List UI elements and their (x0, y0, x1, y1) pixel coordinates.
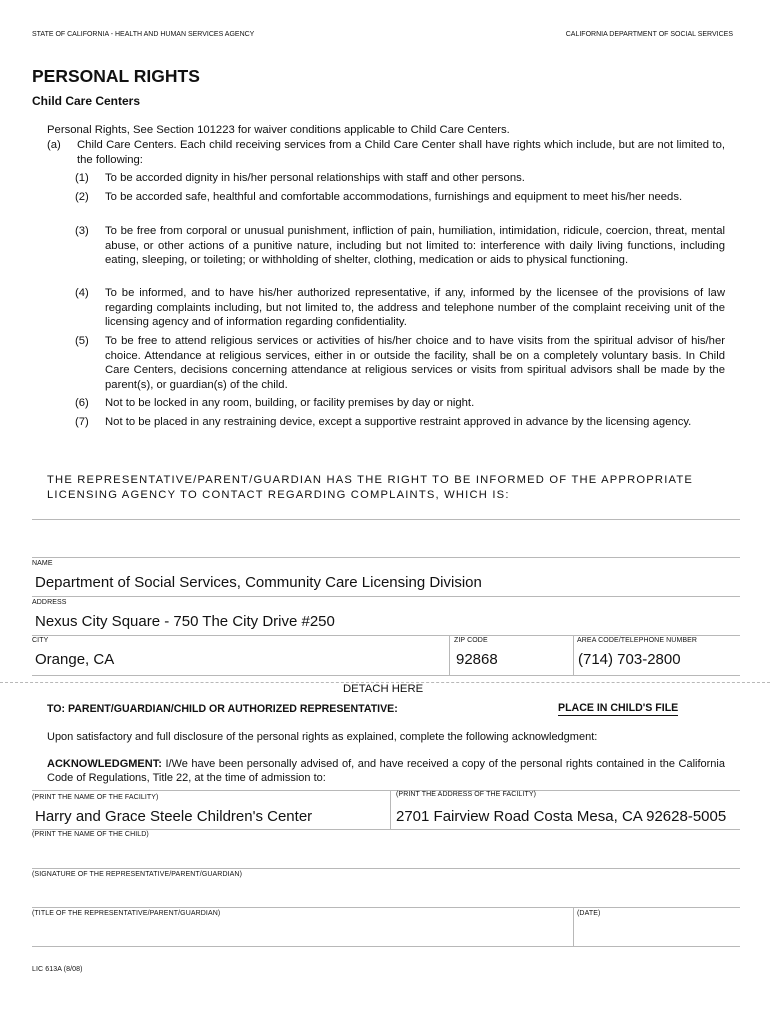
right-text: To be free to attend religious services or activities of his/her choice and to have visits from the spiritual advisor of his/her choice. Attendance at religious services, either in or outside the facility, shall be on a completely voluntary basis. In Child Care Centers, decisions concerning attendance at religious services or visits from spiritual advisors shall be made by the parent(s), or guardian(s) of the child. (105, 335, 725, 391)
facility-name-label: (PRINT THE NAME OF THE FACILITY) (32, 794, 159, 801)
right-number: (6) (75, 397, 89, 409)
section-a-text: Child Care Centers. Each child receiving services from a Child Care Center shall have rights which include, but are not limited to, the following: (77, 139, 725, 166)
right-number: (1) (75, 172, 89, 184)
divider (32, 675, 740, 676)
facility-address-label: (PRINT THE ADDRESS OF THE FACILITY) (396, 791, 537, 798)
recipient-line: TO: PARENT/GUARDIAN/CHILD OR AUTHORIZED REPRESENTATIVE: (47, 703, 398, 715)
right-text: To be informed, and to have his/her authorized representative, if any, informed by the licensee of the provisions of law regarding complaints including, but not limited to, the address and telephone number of the complaint receiving unit of the licensing agency and of information regarding confidentiality. (105, 287, 725, 329)
right-item (75, 334, 725, 392)
page-title: PERSONAL RIGHTS (32, 66, 200, 86)
agency-city-label: CITY (32, 637, 49, 644)
agency-phone-label: AREA CODE/TELEPHONE NUMBER (577, 637, 698, 644)
agency-city-field[interactable]: Orange, CA (35, 651, 115, 668)
right-number: (7) (75, 416, 89, 428)
date-label: (DATE) (577, 910, 601, 917)
right-text: Not to be locked in any room, building, or facility premises by day or night. (105, 397, 475, 409)
agency-address-label: ADDRESS (32, 599, 67, 606)
agency-phone-field[interactable]: (714) 703-2800 (578, 651, 681, 668)
facility-name-field[interactable]: Harry and Grace Steele Children's Center (35, 808, 313, 825)
divider (32, 635, 740, 636)
facility-address-field[interactable]: 2701 Fairview Road Costa Mesa, CA 92628-5005 (396, 808, 727, 825)
agency-name-label: NAME (32, 560, 53, 567)
date-field[interactable] (577, 921, 737, 943)
detach-label: DETACH HERE (343, 683, 424, 695)
agency-address-field[interactable]: Nexus City Square - 750 The City Drive #250 (35, 613, 335, 630)
divider (32, 557, 740, 558)
agency-zip-field[interactable]: 92868 (456, 651, 498, 668)
divider (573, 907, 574, 947)
signature-label: (SIGNATURE OF THE REPRESENTATIVE/PARENT/GUARDIAN) (32, 871, 242, 878)
right-item (75, 396, 725, 411)
divider (390, 790, 391, 830)
right-item (75, 224, 725, 268)
divider (32, 868, 740, 869)
representative-title-label: (TITLE OF THE REPRESENTATIVE/PARENT/GUARDIAN) (32, 910, 221, 917)
right-item (75, 190, 725, 205)
right-text: To be free from corporal or unusual punishment, infliction of pain, humiliation, intimidation, ridicule, coercion, threat, mental abuse, or other actions of a punitive nature, including but not limited to: interference with daily living functions, including eating, sleeping, or toileting; or withholding of shelter, clothing, medication or aids to physical functioning. (105, 225, 725, 267)
divider (32, 519, 740, 520)
divider (32, 596, 740, 597)
right-item (75, 286, 725, 330)
intro-text: Personal Rights, See Section 101223 for waiver conditions applicable to Child Care Centers. (47, 124, 510, 136)
acknowledgment-label: ACKNOWLEDGMENT: (47, 758, 162, 770)
page-subtitle: Child Care Centers (32, 94, 141, 108)
right-number: (2) (75, 191, 89, 203)
right-item (75, 171, 725, 186)
agency-name-field[interactable]: Department of Social Services, Community Care Licensing Division (35, 574, 482, 591)
disclosure-text: Upon satisfactory and full disclosure of the personal rights as explained, complete the following acknowledgment: (47, 731, 598, 743)
right-text: To be accorded safe, healthful and comfortable accommodations, furnishings and equipment to meet his/her needs. (105, 191, 683, 203)
signature-field[interactable] (32, 882, 740, 904)
right-item (75, 415, 725, 430)
acknowledgment-text (47, 758, 725, 785)
acknowledgment-body: I/We have been personally advised of, and have received a copy of the personal rights contained in the California Code of Regulations, Title 22, at the time of admission to: (47, 758, 725, 784)
complaint-notice: THE REPRESENTATIVE/PARENT/GUARDIAN HAS THE RIGHT TO BE INFORMED OF THE APPROPRIATE LICENSING AGENCY TO CONTACT REGARDING COMPLAINTS, WHICH IS: (47, 474, 694, 501)
divider (449, 635, 450, 675)
child-name-label: (PRINT THE NAME OF THE CHILD) (32, 831, 149, 838)
department-header: CALIFORNIA DEPARTMENT OF SOCIAL SERVICES (565, 31, 733, 38)
right-number: (4) (75, 287, 89, 299)
child-name-field[interactable] (32, 842, 740, 864)
right-text: To be accorded dignity in his/her personal relationships with staff and other persons. (105, 172, 525, 184)
right-number: (5) (75, 335, 89, 347)
agency-header: STATE OF CALIFORNIA - HEALTH AND HUMAN SERVICES AGENCY (32, 31, 255, 38)
section-a (47, 138, 725, 167)
section-a-label: (a) (47, 139, 61, 151)
divider (32, 946, 740, 947)
divider (573, 635, 574, 675)
agency-zip-label: ZIP CODE (454, 637, 488, 644)
representative-title-field[interactable] (32, 921, 570, 943)
divider (32, 790, 740, 791)
right-text: Not to be placed in any restraining device, except a supportive restraint approved in advance by the licensing agency. (105, 416, 692, 428)
place-in-file-badge: PLACE IN CHILD'S FILE (558, 702, 679, 714)
form-id: LIC 613A (8/08) (32, 966, 83, 973)
divider (32, 829, 740, 830)
divider (32, 907, 740, 908)
right-number: (3) (75, 225, 89, 237)
